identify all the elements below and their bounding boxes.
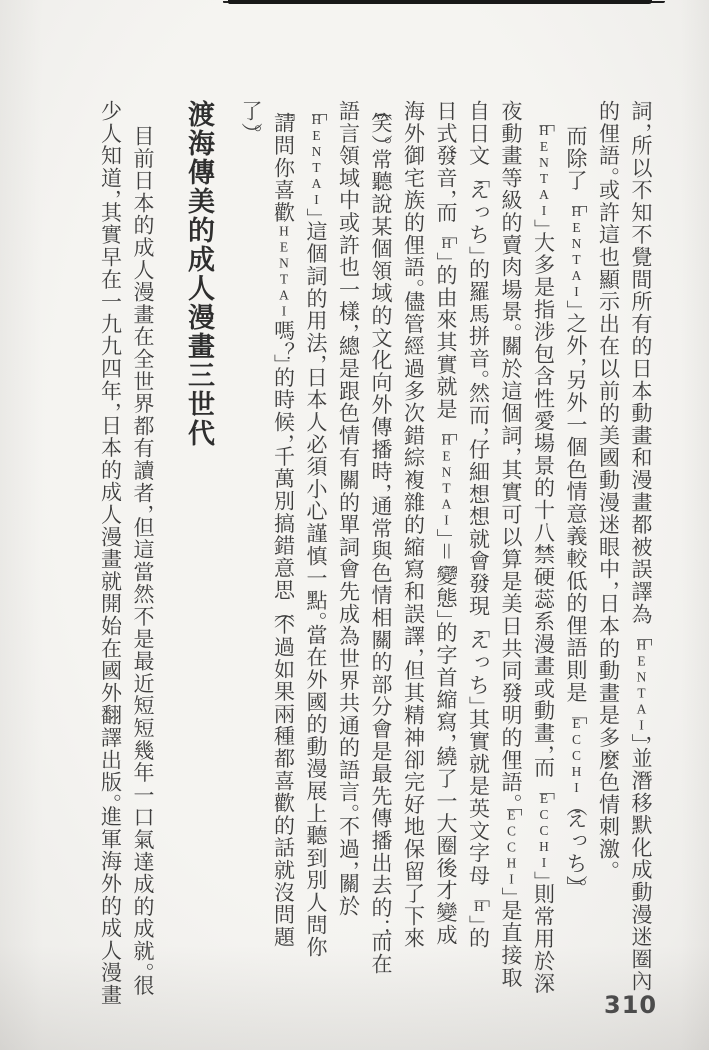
text-column: 而除了「HENTAI」之外，另外一個色情意義較低的俚語則是「ECCHI（えっち）」。 xyxy=(564,125,588,891)
text-column: 夜動畫等級的賣肉場景。關於這個詞，其實可以算是美日共同發明的俚語。「ECCHI」是直接取 xyxy=(499,100,523,989)
text-column: 目前日本的成人漫畫在全世界都有讀者，但這當然不是最近短短幾年一口氣達成的成就。很 xyxy=(130,125,155,997)
text-column: 日式發音，而「H」的由來其實就是「HENTAI」＝「變態」的字首縮寫，繞了一大圈後才變成 xyxy=(434,100,458,947)
text-column: 的俚語。或許這也顯示出在以前的美國動漫迷眼中，日本的動畫是多麼色情刺激。 xyxy=(596,100,621,873)
text-column: 海外御宅族的俚語。儘管經過多次錯綜複雜的縮寫和誤譯，但其精神卻完好地保留了下來 xyxy=(401,100,426,950)
paragraph-columns-right xyxy=(240,100,651,993)
scan-artifact-top-edge xyxy=(228,0,652,4)
text-column: 語言領域中或許也一樣，總是跟色情有關的單詞會先成為世界共通的語言。不過，關於 xyxy=(336,100,361,918)
section-heading: 渡海傳美的成人漫畫三世代 xyxy=(184,100,214,448)
paragraph-columns-left xyxy=(98,100,155,1007)
text-column: （笑）。常聽說某個領域的文化向外傳播時，通常與色情相關的部分會是最先傳播出去的；而在 xyxy=(369,100,393,976)
text-column: 「HENTAI」這個詞的用法，日本人必須小心謹慎一點。當在外國的動漫展上聽到別人問你 xyxy=(304,100,328,959)
text-column: 少人知道，其實早在一九九四年，日本的成人漫畫就開始在國外翻譯出版。進軍海外的成人漫畫 xyxy=(98,100,123,1007)
text-column: 「請問你喜歡HENTAI嗎？」的時候，千萬別搞錯意思（不過如果兩種都喜歡的話就沒問題 xyxy=(271,100,296,949)
text-column: 「HENTAI」大多是指涉包含性愛場景的十八禁硬蕊系漫畫或動畫，而「ECCHI」則常用於深 xyxy=(531,110,556,995)
page-number: 310 xyxy=(604,991,658,1019)
text-column: 自日文「えっち」的羅馬拼音。然而，仔細想想就會發現「えっち」其實就是英文字母「H」的 xyxy=(466,100,491,950)
text-column: 了）。 xyxy=(239,100,263,137)
text-column: 詞，所以不知不覺間所有的日本動畫和漫畫都被誤譯為「HENTAI」，並潛移默化成動漫迷圈內 xyxy=(629,100,653,993)
